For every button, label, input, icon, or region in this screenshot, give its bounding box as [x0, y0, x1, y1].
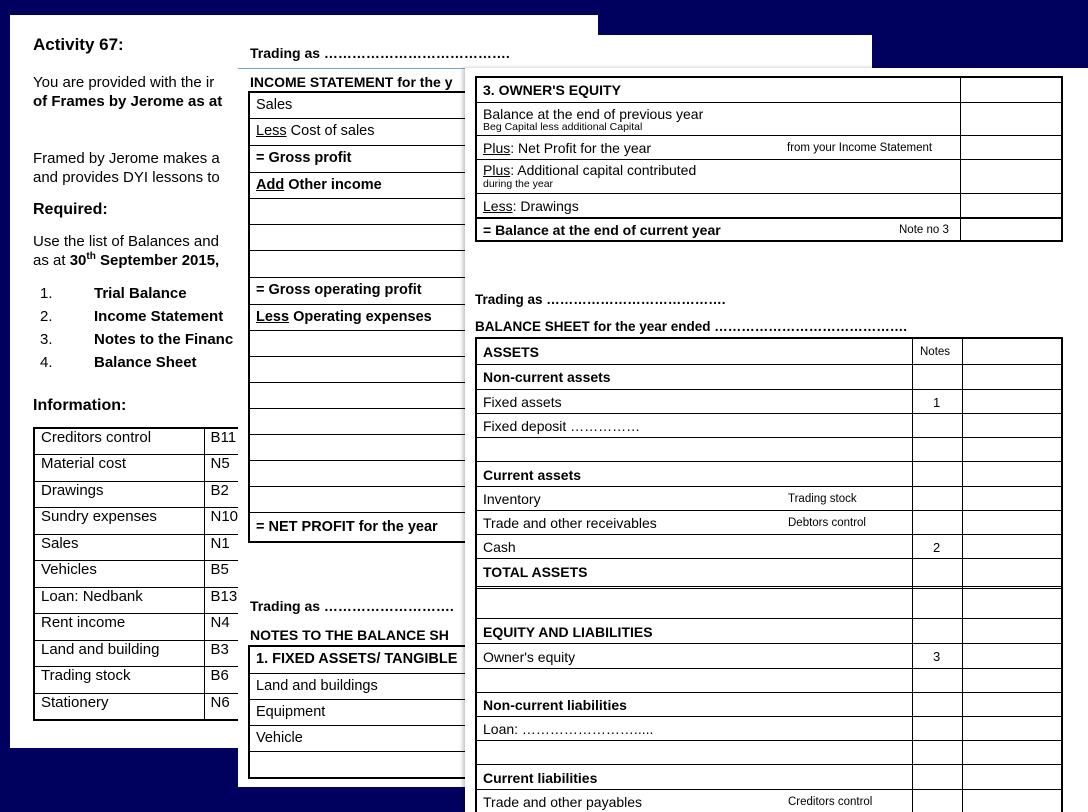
account-code: B2: [204, 481, 404, 508]
trading-as-line: Trading as ………………………………….: [250, 45, 510, 61]
row-label: Loan: …………………….....: [483, 721, 654, 737]
row-trade-payables: [477, 790, 1061, 812]
account-name: Sundry expenses: [34, 508, 204, 535]
account-code: N4: [204, 614, 404, 641]
note-number: 1: [933, 395, 941, 410]
row-label: Land and buildings: [256, 678, 378, 694]
required-item: [40, 353, 197, 372]
row-total-assets: [477, 559, 1061, 589]
row-hint: Note no 3: [899, 224, 949, 236]
required-item-number: 4.: [40, 354, 53, 371]
account-code: N1: [204, 534, 404, 561]
required-item: [40, 330, 233, 349]
use-line-2-post: September 2015,: [95, 252, 220, 269]
row-loan: [477, 717, 1061, 741]
activity-title: Activity 67:: [33, 35, 124, 54]
note-number: 3: [933, 649, 941, 664]
blank-row: [477, 589, 1061, 619]
row-cash: [477, 535, 1061, 559]
row-label: Current assets: [483, 467, 582, 483]
row-label: EQUITY AND LIABILITIES: [483, 624, 653, 640]
row-label: Sales: [256, 97, 293, 113]
row-label: : Additional capital contributed: [510, 162, 697, 178]
row-label: Other income: [284, 177, 382, 193]
notes-column-header: Notes: [920, 346, 951, 358]
balance-sheet-table: [475, 337, 1063, 812]
trading-as-line: Trading as ………………………………….: [475, 292, 726, 307]
row-label: TOTAL ASSETS: [483, 564, 588, 580]
account-name: Creditors control: [34, 428, 204, 455]
row-label: 1. FIXED ASSETS/ TANGIBLE: [256, 651, 458, 667]
row-label: Equipment: [256, 704, 326, 720]
row-net-profit: [477, 136, 1061, 160]
account-code: B11: [204, 428, 404, 455]
blank-row: [477, 438, 1061, 462]
account-name: Stationery: [34, 693, 204, 720]
use-line-2-pre: as at: [33, 252, 70, 269]
row-hint: Creditors control: [788, 796, 873, 808]
less-word: Less: [256, 309, 290, 325]
note-number: 2: [933, 540, 941, 555]
row-label: Owner's equity: [483, 649, 576, 665]
row-label: Non-current assets: [483, 369, 611, 385]
use-line-2: [33, 251, 219, 270]
row-hint: from your Income Statement: [787, 142, 933, 154]
account-code: N6: [204, 693, 404, 720]
owners-equity-heading-row: [477, 78, 1061, 103]
less-word: Less: [256, 123, 287, 139]
owners-equity-table: [475, 76, 1063, 242]
row-label: Cash: [483, 539, 516, 555]
row-label: : Drawings: [512, 198, 579, 214]
row-label: Balance at the end of previous year: [483, 106, 704, 122]
desc-line-2: and provides DYI lessons to: [33, 169, 220, 186]
row-equity-liabilities: [477, 619, 1061, 644]
intro-line-2: of Frames by Jerome as at: [33, 93, 223, 110]
owners-equity-heading: 3. OWNER'S EQUITY: [483, 82, 621, 98]
row-drawings: [477, 194, 1061, 219]
account-code: B3: [204, 640, 404, 667]
required-item-number: 3.: [40, 331, 53, 348]
row-label: Operating expenses: [289, 309, 432, 325]
use-line-2-day: 30: [69, 252, 87, 269]
account-name: Material cost: [34, 455, 204, 482]
row-label: Inventory: [483, 491, 541, 507]
required-heading: Required:: [33, 201, 108, 218]
row-owners-equity: [477, 644, 1061, 669]
information-heading: Information:: [33, 397, 127, 414]
use-line-2-sup: th: [86, 251, 96, 262]
account-code: B5: [204, 561, 404, 588]
row-non-current-liabilities: [477, 693, 1061, 717]
account-name: Vehicles: [34, 561, 204, 588]
add-word: Add: [256, 177, 285, 193]
row-label: Trade and other receivables: [483, 515, 657, 531]
row-label: Trade and other payables: [483, 794, 643, 810]
row-label: Fixed assets: [483, 394, 562, 410]
blank-row: [477, 669, 1061, 693]
row-current-assets: [477, 462, 1061, 487]
account-name: Rent income: [34, 614, 204, 641]
account-name: Loan: Nedbank: [34, 587, 204, 614]
row-hint: Debtors control: [788, 517, 866, 529]
required-item: [40, 284, 187, 303]
row-current-liabilities: [477, 765, 1061, 790]
account-code: B6: [204, 667, 404, 694]
trading-as-line-2: Trading as ……………………….: [250, 598, 454, 614]
row-label: = NET PROFIT for the year: [256, 519, 438, 535]
row-non-current-assets: [477, 365, 1061, 390]
row-balance-end: [477, 219, 1061, 242]
account-name: Land and building: [34, 640, 204, 667]
required-item-label: Notes to the Financ: [94, 331, 234, 348]
required-item: [40, 307, 223, 326]
account-code: N10: [204, 508, 404, 535]
account-code: B13: [204, 587, 404, 614]
account-name: Trading stock: [34, 667, 204, 694]
plus-word: Plus: [483, 162, 511, 178]
row-inventory: [477, 487, 1061, 511]
row-assets: [477, 339, 1061, 365]
required-item-number: 2.: [40, 308, 53, 325]
row-label: = Gross operating profit: [256, 282, 422, 298]
row-fixed-deposit: [477, 414, 1061, 438]
desc-line-1: Framed by Jerome makes a: [33, 150, 220, 167]
intro-line-1: You are provided with the ir: [33, 74, 215, 91]
required-item-label: Balance Sheet: [94, 354, 197, 371]
account-name: Drawings: [34, 481, 204, 508]
row-sublabel: during the year: [483, 178, 554, 190]
row-label: Fixed deposit ……………: [483, 418, 641, 434]
row-sublabel: Beg Capital less additional Capital: [483, 121, 643, 133]
less-word: Less: [483, 198, 513, 214]
row-label: Vehicle: [256, 730, 303, 746]
row-label: Current liabilities: [483, 770, 598, 786]
notes-heading: NOTES TO THE BALANCE SH: [250, 627, 449, 643]
row-hint: Trading stock: [788, 493, 857, 505]
row-balance-prev: [477, 103, 1061, 136]
row-additional-capital: [477, 160, 1061, 194]
account-name: Sales: [34, 534, 204, 561]
row-label: ASSETS: [483, 344, 540, 360]
blank-row: [477, 741, 1061, 765]
balance-sheet-page: [465, 68, 1088, 812]
row-label: Non-current liabilities: [483, 697, 627, 713]
row-label: : Net Profit for the year: [510, 140, 652, 156]
row-label: = Balance at the end of current year: [483, 222, 721, 238]
use-line-1: Use the list of Balances and: [33, 233, 219, 250]
row-trade-receivables: [477, 511, 1061, 535]
account-code: N5: [204, 455, 404, 482]
row-fixed-assets: [477, 390, 1061, 414]
income-statement-heading: INCOME STATEMENT for the y: [250, 74, 453, 90]
required-item-label: Trial Balance: [94, 285, 187, 302]
plus-word: Plus: [483, 140, 511, 156]
balance-sheet-heading: BALANCE SHEET for the year ended …………………………………….: [475, 319, 908, 334]
required-item-label: Income Statement: [94, 308, 224, 325]
row-label: = Gross profit: [256, 150, 352, 166]
required-item-number: 1.: [40, 285, 53, 302]
row-label: Cost of sales: [286, 123, 375, 139]
